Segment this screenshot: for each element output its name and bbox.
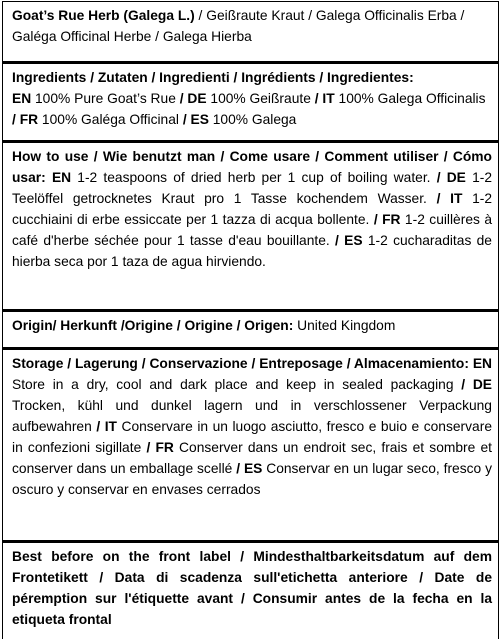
- storage-section: Storage / Lagerung / Conservazione / Entreposage / Almacenamiento: EN Store in a dry, cool and dark place and keep in sealed packaging / DE Trocken, kühl und dunkel lagern und in verschlossener Verpackung aufbewahren / IT Conservare in un luogo asciutto, fresco e buio e conservare in confezioni sigillate / FR Conserver dans un endroit sec, frais et sombre et conserver dans un emballage scellé / ES Conservar en un lugar seco, fresco y oscuro y conservar en envases cerrados: [3, 350, 498, 543]
- lang-code: IT: [322, 91, 335, 106]
- how-to-use-section: How to use / Wie benutzt man / Come usare / Comment utiliser / Cómo usar: EN 1-2 teaspoons of dried herb per 1 cup of boiling water. / DE 1-2 Teelöffel getrocknetes Kraut pro 1 Tasse kochendem Wasser. / IT 1-2 cucchiaini di erbe essiccate per 1 tazza di acqua bollente. / FR 1-2 cuillères à café d'herbe séchée pour 1 tasse d'eau bouillante. / ES 1-2 cucharaditas de hierba seca por 1 taza de agua hirviendo.: [3, 143, 498, 312]
- ingredients-item: [191, 112, 297, 127]
- lang-code: DE: [187, 91, 207, 106]
- usage-text: 1-2 cucchiaini di erbe essiccate per 1 tazza di acqua bollente.: [12, 191, 493, 227]
- storage-heading: Storage / Lagerung / Conservazione / Entreposage / Almacenamiento:: [12, 356, 469, 371]
- usage-item: [52, 170, 431, 185]
- lang-code: EN: [51, 170, 72, 185]
- storage-text: Trocken, kühl und dunkel lagern und in verschlossener Verpackung aufbewahren: [12, 398, 492, 434]
- product-name-translations: / Geißraute Kraut / Galega Officinalis Erba / Galéga Officinal Herbe / Galega Hierba: [12, 8, 465, 44]
- storage-text: Conservar en un lugar seco, fresco y oscuro y conservar en envases cerrados: [12, 461, 492, 497]
- lang-code: IT: [104, 419, 117, 434]
- usage-text: 1-2 teaspoons of dried herb per 1 cup of boiling water.: [71, 170, 431, 185]
- usage-text: 1-2 cucharaditas de hierba seca por 1 taza de agua hirviendo.: [12, 233, 492, 269]
- ingredient-text: 100% Geißraute: [206, 91, 311, 106]
- ingredient-text: 100% Galega Officinalis: [334, 91, 486, 106]
- storage-text: Conservare in un luogo asciutto, fresco e buio e conservare in confezioni sigillate: [12, 419, 492, 455]
- lang-code: FR: [155, 440, 174, 455]
- lang-code: DE: [472, 377, 492, 392]
- product-name-en: Goat’s Rue Herb (Galega L.): [12, 8, 195, 23]
- best-before-text: Best before on the front label / Mindesthaltbarkeitsdatum auf dem Frontetikett / Data di scadenza sull'etichetta anteriore / Date de péremption sur l'étiquette avant / Consumir antes de la fecha en la etiqueta frontal: [12, 549, 492, 627]
- lang-code: DE: [446, 170, 466, 185]
- origin-heading: Origin/ Herkunft /Origine / Origine / Origen:: [12, 318, 294, 333]
- ingredients-item: [12, 91, 176, 106]
- lang-code: EN: [12, 91, 32, 106]
- how-to-use-heading: How to use / Wie benutzt man / Come usare / Comment utiliser / Cómo usar:: [12, 149, 492, 185]
- ingredients-heading: Ingredients / Zutaten / Ingredienti / Ingrédients / Ingredientes:: [12, 70, 414, 85]
- lang-code: EN: [472, 356, 492, 371]
- lang-code: FR: [19, 112, 39, 127]
- ingredients-item: [20, 112, 179, 127]
- storage-text: Store in a dry, cool and dark place and keep in sealed packaging: [12, 377, 454, 392]
- ingredient-text: 100% Galéga Officinal: [38, 112, 179, 127]
- ingredient-text: 100% Galega: [208, 112, 297, 127]
- origin-value: United Kingdom: [293, 318, 396, 333]
- product-label: [2, 1, 499, 639]
- origin-section: [3, 312, 498, 350]
- ingredients-section: Ingredients / Zutaten / Ingredienti / Ingrédients / Ingredientes: EN 100% Pure Goat’s Rue / DE 100% Geißraute / IT 100% Galega Officinalis / FR 100% Galéga Officinal / ES 100% Galega: [3, 64, 498, 143]
- usage-text: 1-2 Teelöffel getrocknetes Kraut pro 1 Tasse kochendem Wasser.: [12, 170, 493, 206]
- lang-code: IT: [450, 191, 463, 206]
- ingredients-item: [322, 91, 485, 106]
- ingredient-text: 100% Pure Goat’s Rue: [31, 91, 176, 106]
- lang-code: ES: [243, 461, 263, 476]
- storage-text: Conserver dans un endroit sec, frais et sombre et conserver dans un emballage scellé: [12, 440, 492, 476]
- lang-code: ES: [344, 233, 363, 248]
- usage-text: 1-2 cuillères à café d'herbe séchée pour 1 tasse d'eau bouillante.: [12, 212, 492, 248]
- lang-code: FR: [382, 212, 401, 227]
- best-before-section: [3, 543, 498, 639]
- ingredients-item: [187, 91, 310, 106]
- lang-code: ES: [190, 112, 209, 127]
- product-name-section: [3, 2, 498, 64]
